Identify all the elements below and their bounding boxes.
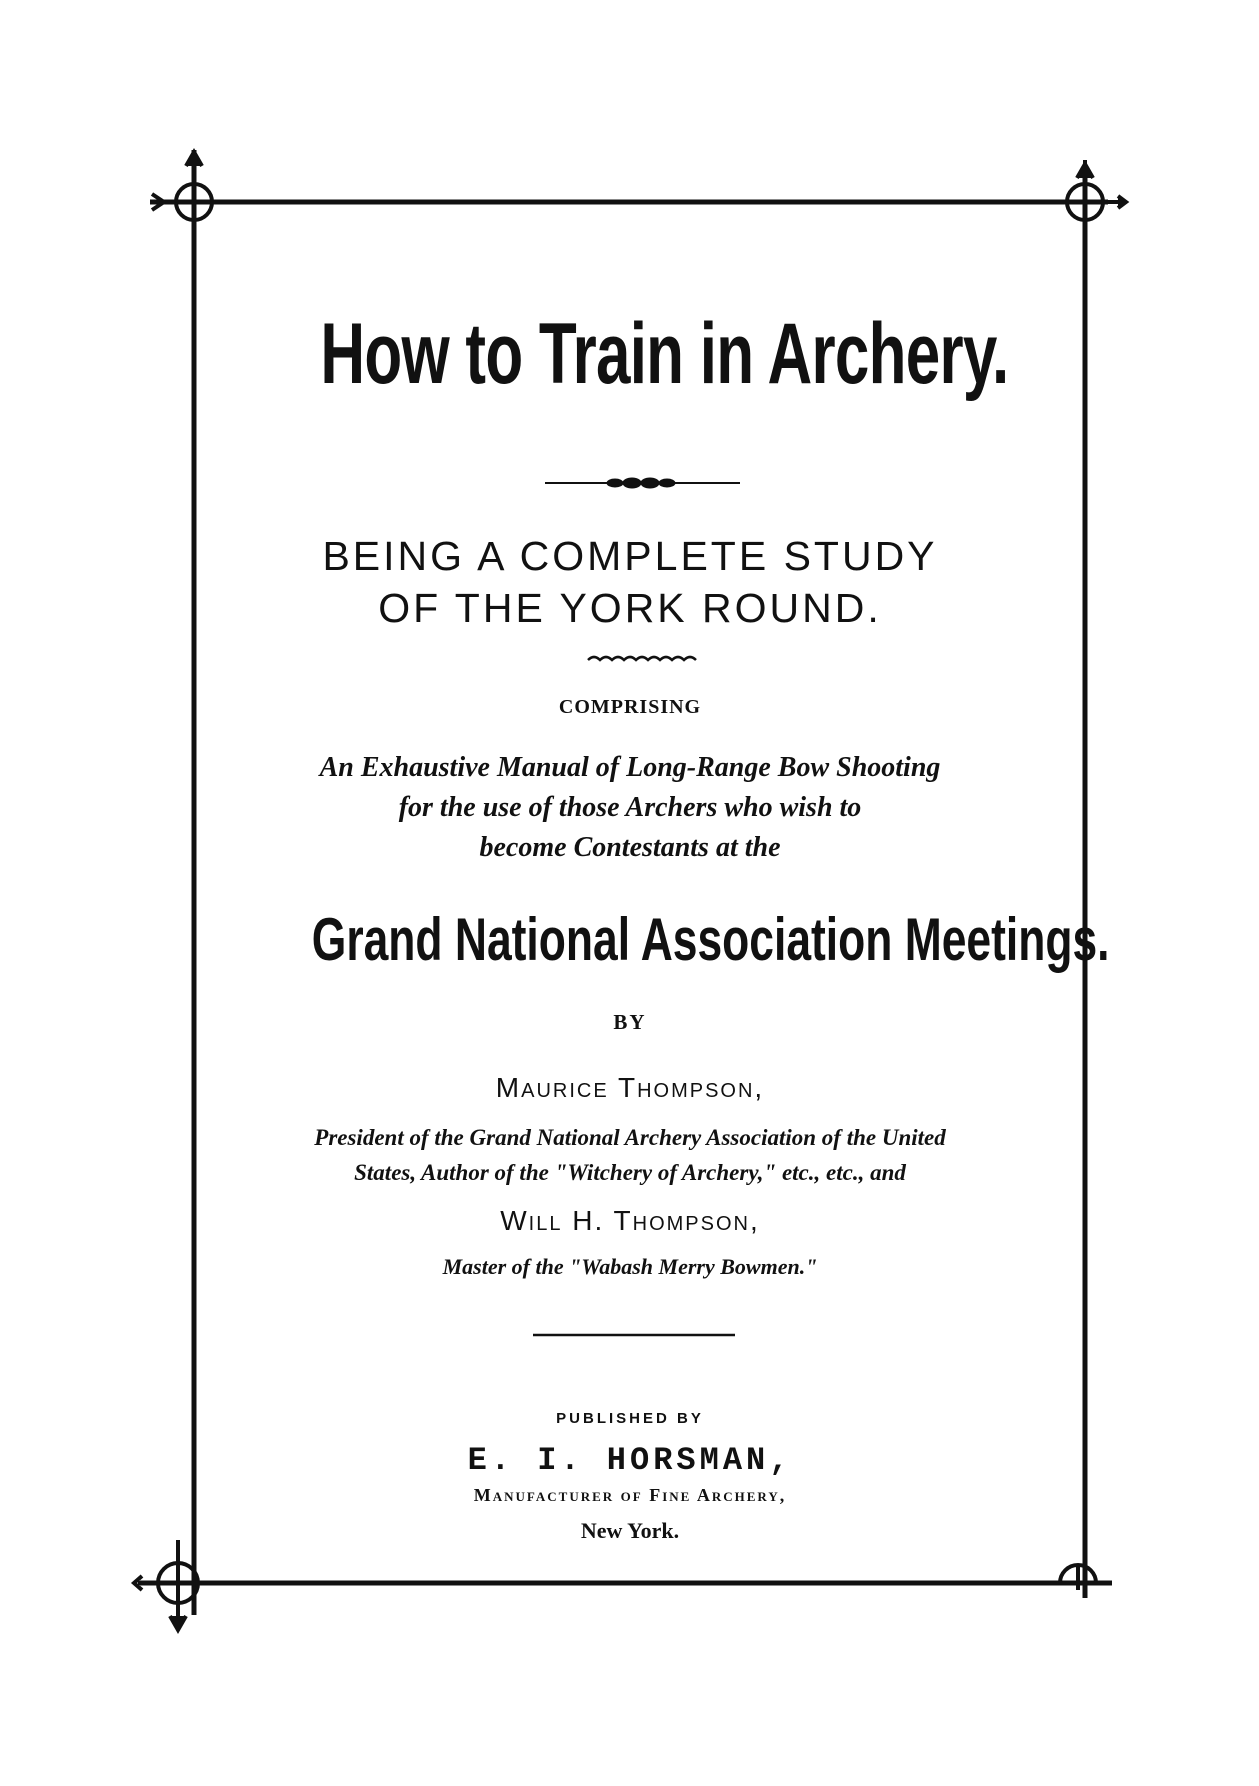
author-2-name: Will H. Thompson, (500, 1205, 760, 1236)
author-1-description-line-1: President of the Grand National Archery Association of the United (314, 1125, 946, 1150)
subtitle-line-1: BEING A COMPLETE STUDY (322, 533, 938, 579)
description-line-3: become Contestants at the (479, 832, 781, 863)
description (200, 748, 1060, 868)
ornamental-rule-top (545, 478, 740, 488)
publisher-name: E. I. HORSMAN, (467, 1442, 793, 1479)
by-label: BY (613, 1010, 647, 1034)
author-1-name: Maurice Thompson, (495, 1072, 765, 1103)
corner-ornament-top-right (1045, 160, 1126, 240)
book-title: How to Train in Archery. (320, 306, 1009, 402)
publisher-description: Manufacturer of Fine Archery, (473, 1485, 787, 1505)
publisher-city: New York. (580, 1518, 680, 1543)
author-1-description-line-2: States, Author of the "Witchery of Archery," etc., etc., and (354, 1160, 906, 1185)
scroll-ornament (588, 657, 696, 660)
corner-ornament-top-left (150, 152, 238, 240)
description-line-1: An Exhaustive Manual of Long-Range Bow Shooting (319, 752, 941, 783)
comprising-label: COMPRISING (558, 696, 702, 718)
subtitle (200, 530, 1060, 634)
meetings-heading: Grand National Association Meetings. (311, 906, 1110, 973)
author-2-description: Master of the "Wabash Merry Bowmen." (442, 1254, 818, 1279)
subtitle-line-2: OF THE YORK ROUND. (378, 585, 882, 631)
published-by-label: PUBLISHED BY (556, 1410, 704, 1427)
description-line-2: for the use of those Archers who wish to (398, 792, 862, 823)
corner-ornament-bottom-left (134, 1540, 220, 1630)
author-1-description (200, 1120, 1060, 1190)
